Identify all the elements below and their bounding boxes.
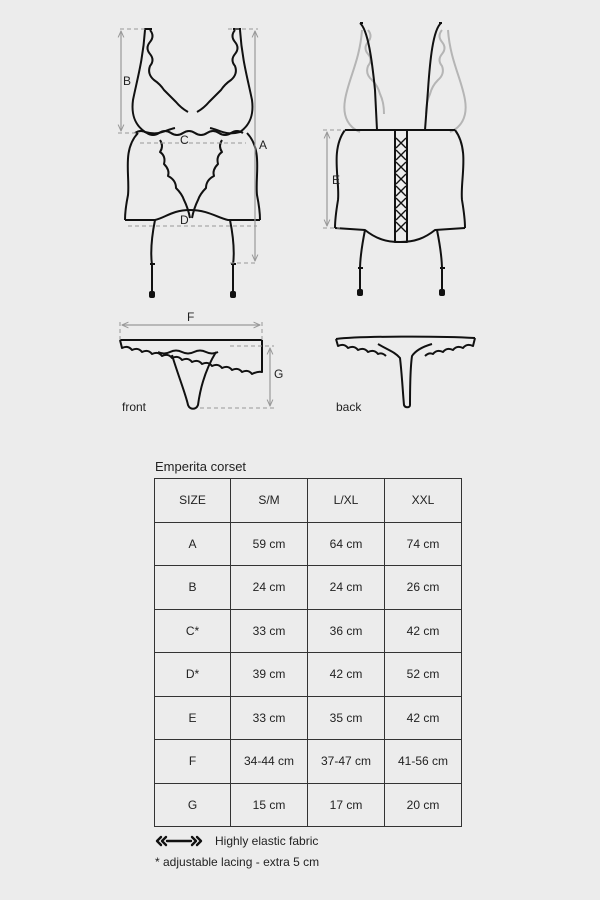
label-f: F — [187, 310, 195, 324]
label-d: D — [180, 213, 189, 227]
table-cell: B — [155, 566, 231, 610]
back-thong — [336, 337, 475, 408]
size-table — [154, 478, 462, 827]
footnote: * adjustable lacing - extra 5 cm — [155, 855, 320, 869]
table-cell: F — [155, 740, 231, 784]
table-cell: 36 cm — [308, 609, 385, 653]
label-g: G — [274, 367, 284, 381]
table-cell: 42 cm — [308, 653, 385, 697]
table-cell: S/M — [231, 479, 308, 523]
table-row — [155, 696, 462, 740]
legend — [155, 834, 318, 848]
table-cell: G — [155, 783, 231, 827]
table-cell: 39 cm — [231, 653, 308, 697]
back-garter-clips — [357, 289, 445, 296]
table-cell: 35 cm — [308, 696, 385, 740]
label-c: C — [180, 133, 189, 147]
table-row — [155, 740, 462, 784]
front-corset — [125, 29, 260, 292]
front-garter-clips — [149, 291, 236, 298]
caption-front: front — [122, 400, 147, 414]
table-cell: 52 cm — [385, 653, 462, 697]
table-cell: 59 cm — [231, 522, 308, 566]
front-thong — [120, 340, 262, 409]
table-cell: 41-56 cm — [385, 740, 462, 784]
table-cell: 26 cm — [385, 566, 462, 610]
legend-text: Highly elastic fabric — [215, 834, 319, 848]
table-cell: 33 cm — [231, 696, 308, 740]
front-thong-dimension-lines — [120, 322, 274, 408]
table-title: Emperita corset — [155, 459, 247, 474]
label-e: E — [332, 173, 341, 187]
garment-diagram — [0, 0, 600, 430]
table-cell: 15 cm — [231, 783, 308, 827]
table-cell: 34-44 cm — [231, 740, 308, 784]
table-row — [155, 783, 462, 827]
caption-back: back — [336, 400, 362, 414]
table-cell: 24 cm — [231, 566, 308, 610]
table-cell: 33 cm — [231, 609, 308, 653]
table-cell: 64 cm — [308, 522, 385, 566]
table-cell: C* — [155, 609, 231, 653]
table-cell: 17 cm — [308, 783, 385, 827]
table-row — [155, 609, 462, 653]
table-row — [155, 653, 462, 697]
elastic-arrows-icon — [155, 835, 203, 847]
table-cell: 37-47 cm — [308, 740, 385, 784]
table-cell: L/XL — [308, 479, 385, 523]
table-cell: XXL — [385, 479, 462, 523]
label-a: A — [259, 138, 268, 152]
table-row — [155, 566, 462, 610]
label-b: B — [123, 74, 132, 88]
back-corset-straps — [344, 30, 465, 132]
table-row — [155, 522, 462, 566]
table-cell: 20 cm — [385, 783, 462, 827]
table-header-row — [155, 479, 462, 523]
table-cell: E — [155, 696, 231, 740]
table-cell: D* — [155, 653, 231, 697]
table-cell: 42 cm — [385, 609, 462, 653]
table-cell: 74 cm — [385, 522, 462, 566]
table-cell: SIZE — [155, 479, 231, 523]
table-cell: 42 cm — [385, 696, 462, 740]
table-cell: 24 cm — [308, 566, 385, 610]
table-cell: A — [155, 522, 231, 566]
